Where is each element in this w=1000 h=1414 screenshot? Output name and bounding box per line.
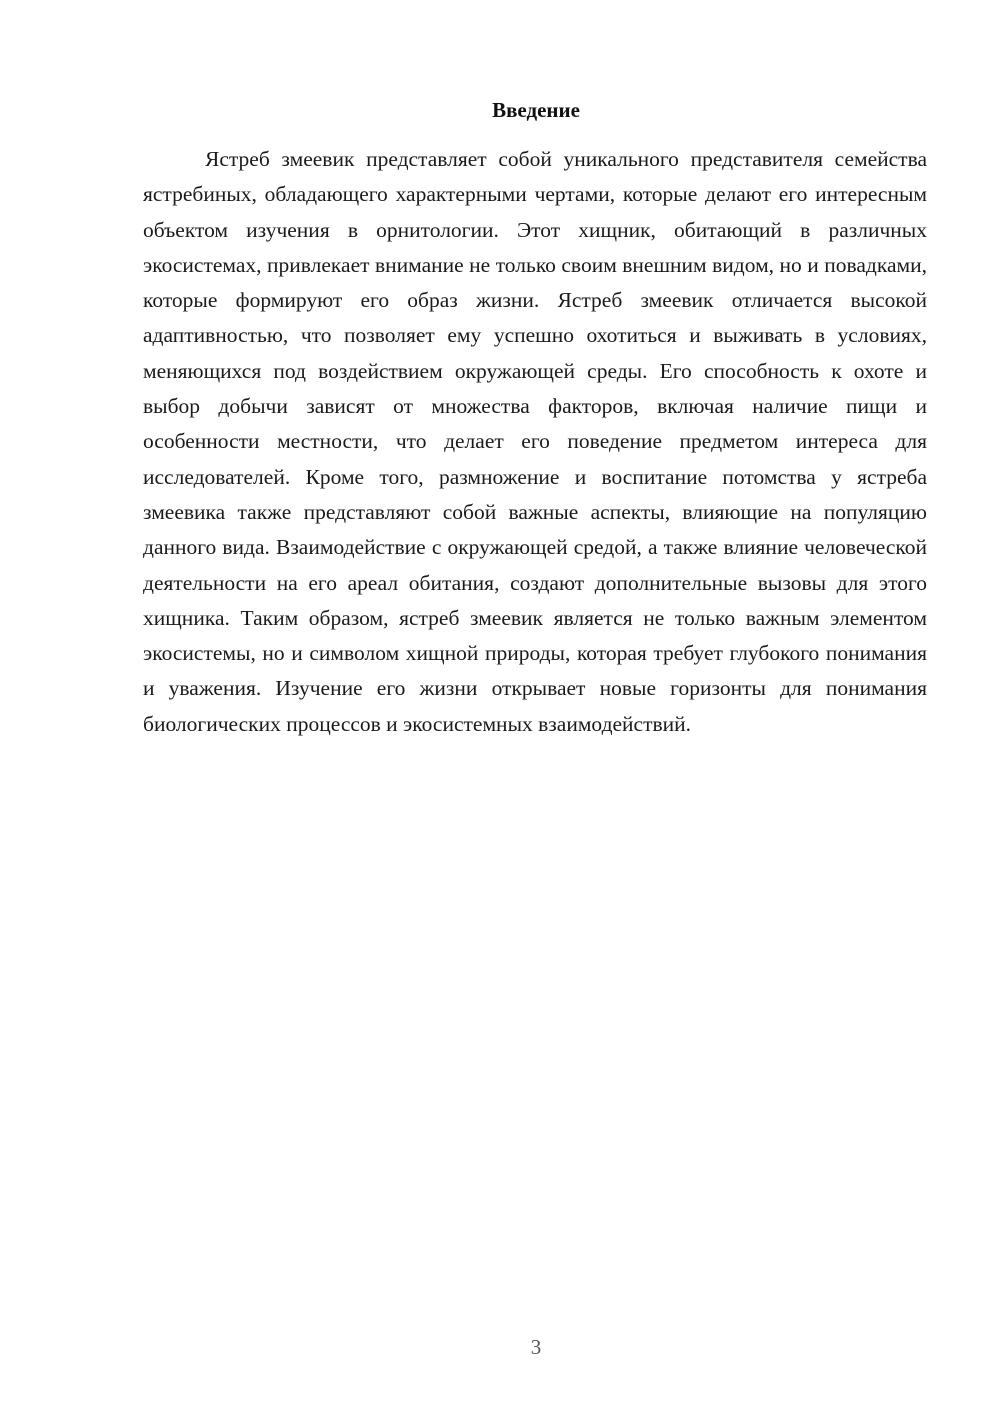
page-number: 3 xyxy=(530,1335,542,1359)
section-heading: Введение xyxy=(492,98,580,122)
body-paragraph: Ястреб змеевик представляет собой уникального представителя семейства ястребиных, обладающего характерными чертами, которые делают его интересным объектом изучения в орнитологии. Этот хищник, обитающий в различных экосистемах, привлекает внимание не только своим внешним видом, но и повадками, которые формируют его образ жизни. Ястреб змеевик отличается высокой адаптивностью, что позволяет ему успешно охотиться и выживать в условиях, меняющихся под воздействием окружающей среды. Его способность к охоте и выбор добычи зависят от множества факторов, включая наличие пищи и особенности местности, что делает его поведение предметом интереса для исследователей. Кроме того, размножение и воспитание потомства у ястреба змеевика также представляют собой важные аспекты, влияющие на популяцию данного вида. Взаимодействие с окружающей средой, а также влияние человеческой деятельности на его ареал обитания, создают дополнительные вызовы для этого хищника. Таким образом, ястреб змеевик является не только важным элементом экосистемы, но и символом хищной природы, которая требует глубокого понимания и уважения. Изучение его жизни открывает новые горизонты для понимания биологических процессов и экосистемных взаимодействий. xyxy=(143,147,927,736)
